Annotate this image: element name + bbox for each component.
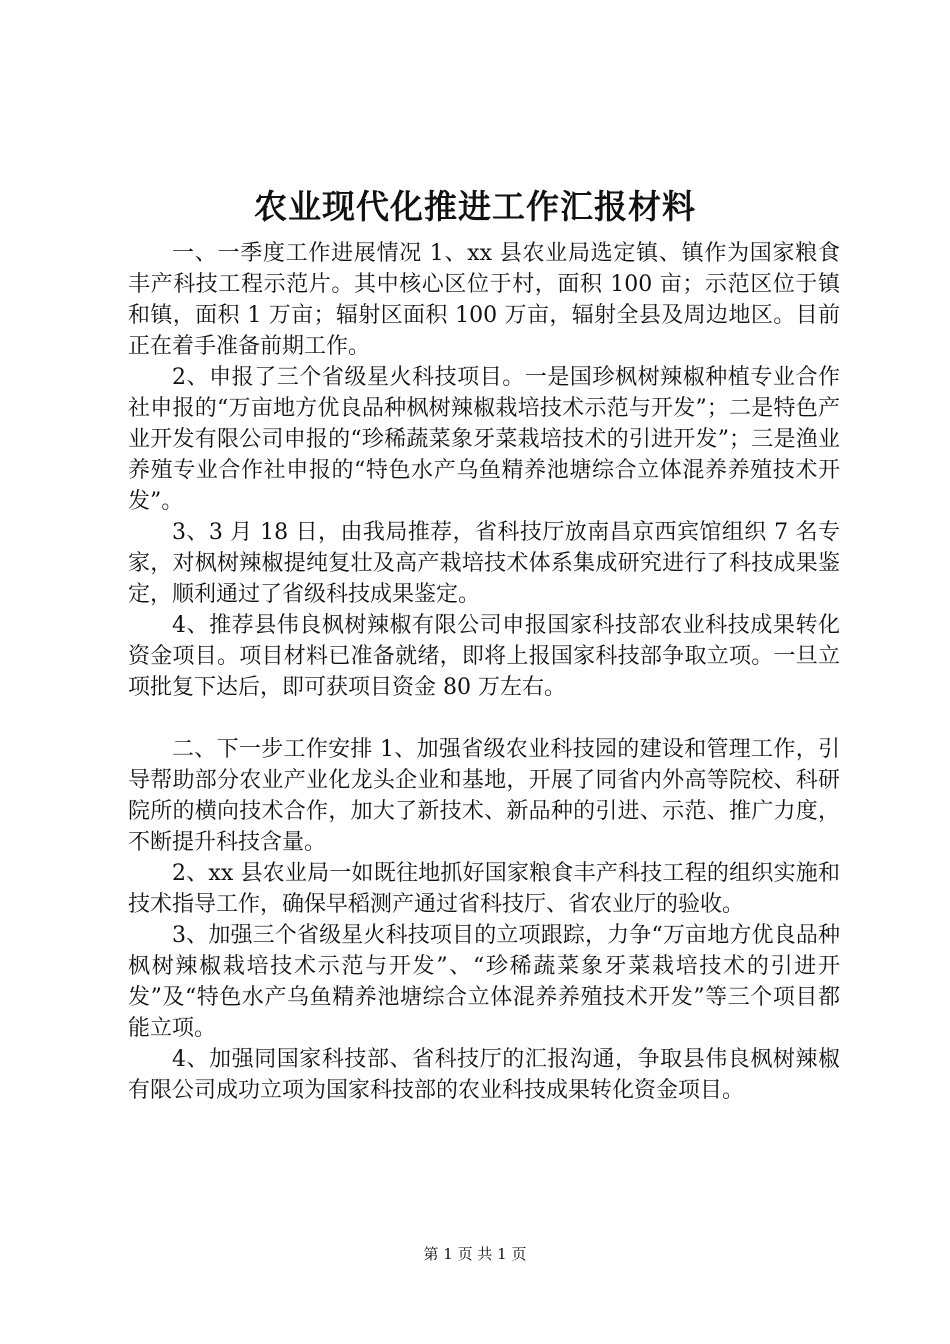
- paragraph-progress-3: 3、3 月 18 日，由我局推荐，省科技厅放南昌京西宾馆组织 7 名专家，对枫树辣椒提纯复壮及高产栽培技术体系集成研究进行了科技成果鉴定，顺利通过了省级科技成果鉴定。: [128, 520, 840, 607]
- document-body: [128, 238, 840, 1106]
- paragraph-plan-2: 2、xx 县农业局一如既往地抓好国家粮食丰产科技工程的组织实施和技术指导工作，确保早稻测产通过省科技厅、省农业厅的验收。: [128, 861, 840, 917]
- paragraph-plan-4: 4、加强同国家科技部、省科技厅的汇报沟通，争取县伟良枫树辣椒有限公司成功立项为国家科技部的农业科技成果转化资金项目。: [128, 1047, 840, 1103]
- paragraph-progress-2: 2、申报了三个省级星火科技项目。一是国珍枫树辣椒种植专业合作社申报的“万亩地方优良品种枫树辣椒栽培技术示范与开发”；二是特色产业开发有限公司申报的“珍稀蔬菜象牙菜栽培技术的引进开发”；三是渔业养殖专业合作社申报的“特色水产乌鱼精养池塘综合立体混养养殖技术开发”。: [128, 365, 840, 514]
- document-title: 农业现代化推进工作汇报材料: [254, 187, 696, 226]
- page-footer: 第 1 页 共 1 页: [423, 1245, 527, 1263]
- paragraph-progress-4: 4、推荐县伟良枫树辣椒有限公司申报国家科技部农业科技成果转化资金项目。项目材料已准备就绪，即将上报国家科技部争取立项。一旦立项批复下达后，即可获项目资金 80 万左右。: [128, 613, 840, 700]
- paragraph-progress-1: 一、一季度工作进展情况 1、xx 县农业局选定镇、镇作为国家粮食丰产科技工程示范片。其中核心区位于村，面积 100 亩；示范区位于镇和镇，面积 1 万亩；辐射区面积 100 万亩，辐射全县及周边地区。目前正在着手准备前期工作。: [128, 241, 840, 359]
- paragraph-plan-3: 3、加强三个省级星火科技项目的立项跟踪，力争“万亩地方优良品种枫树辣椒栽培技术示范与开发”、“珍稀蔬菜象牙菜栽培技术的引进开发”及“特色水产乌鱼精养池塘综合立体混养养殖技术开发”等三个项目都能立项。: [128, 923, 840, 1041]
- paragraph-plan-1: 二、下一步工作安排 1、加强省级农业科技园的建设和管理工作，引导帮助部分农业产业化龙头企业和基地，开展了同省内外高等院校、科研院所的横向技术合作，加大了新技术、新品种的引进、示范、推广力度，不断提升科技含量。: [128, 737, 840, 855]
